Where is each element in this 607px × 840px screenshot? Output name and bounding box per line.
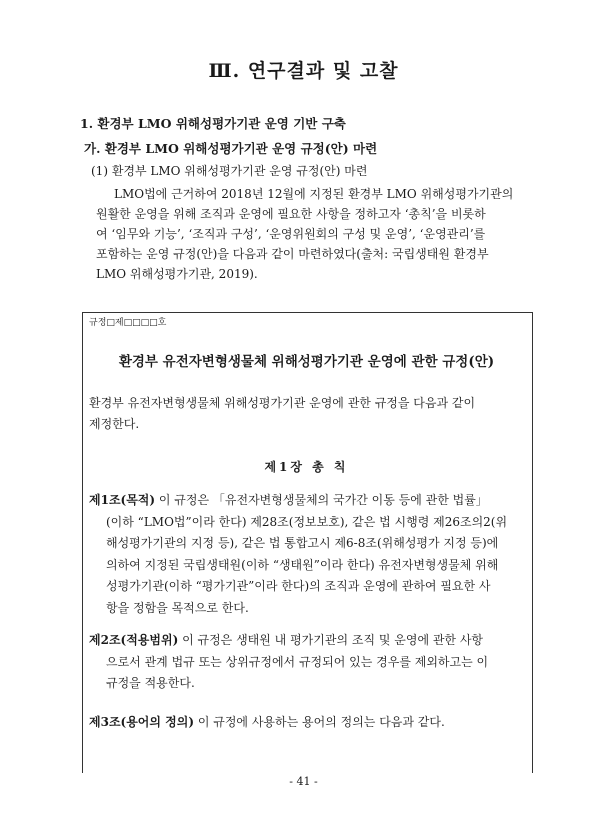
regulation-number: 규정□제□□□□호: [89, 318, 167, 328]
paragraph-line: 여 ‘임무와 기능’, ‘조직과 구성’, ‘운영위원회의 구성 및 운영’, ‘운영관리’를: [96, 227, 486, 241]
article-text: (이하 “LMO법”이라 한다) 제28조(정보보호), 같은 법 시행령 제26조의2(위: [106, 514, 508, 529]
article-text: 항을 정함을 목적으로 한다.: [106, 600, 249, 615]
paragraph-line: LMO 위해성평가기관, 2019).: [96, 267, 258, 281]
article-text: 해성평가기관의 지정 등), 같은 법 통합고시 제6-8조(위해성평가 지정 등)에: [106, 536, 499, 550]
regulation-intro: [89, 393, 475, 435]
chapter-title: Ⅲ. 연구결과 및 고찰: [208, 60, 399, 82]
article-2: [89, 630, 488, 695]
article-text: 의하여 지정된 국립생태원(이하 “생태원”이라 한다) 유전자변형생물체 위해: [106, 557, 499, 572]
article-heading: 제2조(적용범위): [89, 633, 179, 647]
chapter-heading: 제1장 총 칙: [264, 460, 349, 474]
article-text: 규정을 적용한다.: [106, 676, 195, 690]
article-3: [89, 712, 445, 734]
article-heading: 제1조(목적): [89, 493, 156, 507]
article-text: 이 규정은 「유전자변형생물체의 국가간 이동 등에 관한 법률」: [155, 493, 488, 507]
article-1: [89, 490, 507, 619]
article-text: 이 규정은 생태원 내 평가기관의 조직 및 운영에 관한 사항: [178, 633, 484, 647]
paragraph-line: LMO법에 근거하여 2018년 12월에 지정된 환경부 LMO 위해성평가기관의: [114, 187, 514, 201]
article-heading: 제3조(용어의 정의): [89, 715, 195, 729]
section-heading: 1. 환경부 LMO 위해성평가기관 운영 기반 구축: [80, 116, 346, 131]
intro-line: 제정한다.: [89, 417, 140, 431]
subsection-heading: 가. 환경부 LMO 위해성평가기관 운영 규정(안) 마련: [84, 141, 378, 156]
body-paragraph: [96, 184, 528, 284]
page-number: - 41 -: [289, 775, 318, 788]
paragraph-line: 원활한 운영을 위해 조직과 운영에 필요한 사항을 정하고자 ‘총칙’을 비롯하: [96, 207, 486, 221]
regulation-title: 환경부 유전자변형생물체 위해성평가기관 운영에 관한 규정(안): [118, 354, 495, 370]
paragraph-line: 포함하는 운영 규정(안)을 다음과 같이 마련하였다(출처: 국립생태원 환경부: [96, 247, 489, 261]
article-text: 이 규정에 사용하는 용어의 정의는 다음과 같다.: [194, 715, 445, 729]
article-text: 으로서 관계 법규 또는 상위규정에서 규정되어 있는 경우를 제외하고는 이: [106, 654, 489, 669]
item-heading: (1) 환경부 LMO 위해성평가기관 운영 규정(안) 마련: [91, 164, 368, 178]
article-text: 성평가기관(이하 “평가기관”이라 한다)의 조직과 운영에 관하여 필요한 사: [106, 579, 491, 593]
intro-line: 환경부 유전자변형생물체 위해성평가기관 운영에 관한 규정을 다음과 같이: [89, 396, 476, 410]
